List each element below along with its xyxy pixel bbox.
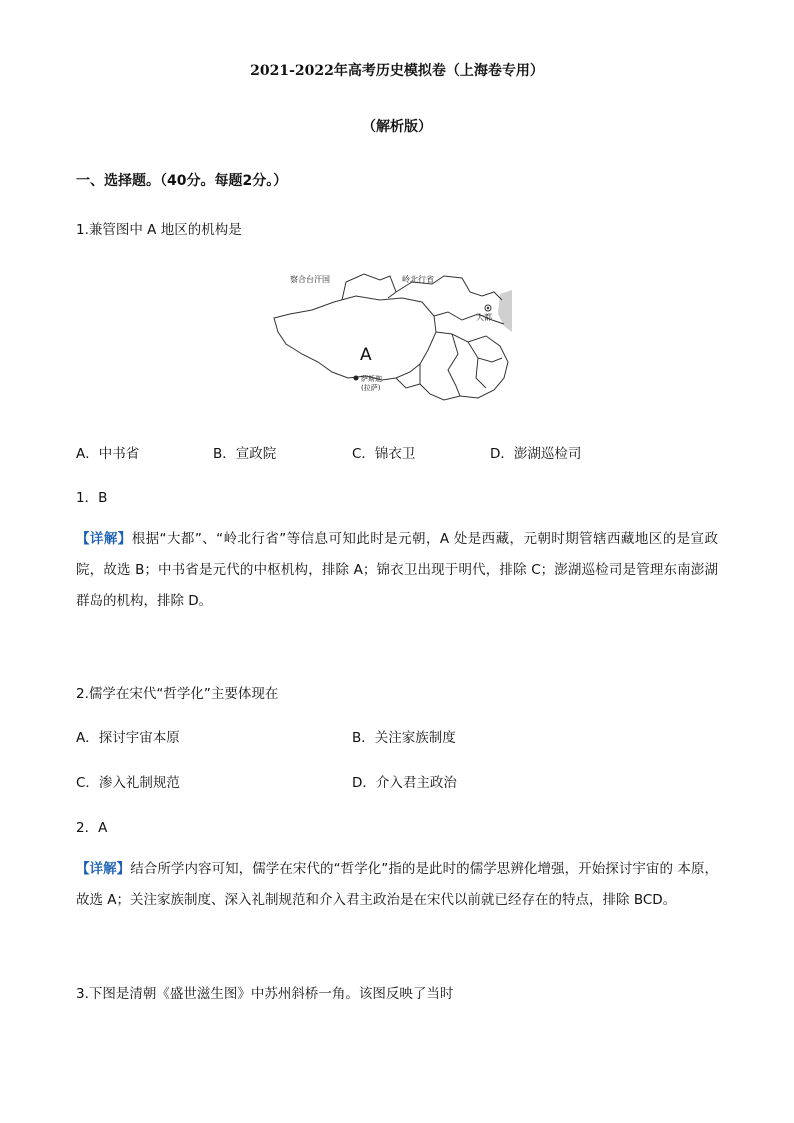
q1-option-b: B．宣政院 — [213, 446, 277, 462]
section-heading: 一、选择题。（40分。每题2分。） — [76, 173, 288, 189]
q1-option-d: D．澎湖巡检司 — [490, 446, 582, 462]
q2-answer: 2．A — [76, 820, 108, 836]
lhasa-marker — [354, 376, 359, 381]
q1-explain-tag: 【详解】 — [76, 531, 132, 547]
question-1-stem: 1.兼管图中 A 地区的机构是 — [76, 222, 242, 238]
q1-answer: 1．B — [76, 490, 108, 506]
label-region-a: A — [360, 345, 372, 365]
q2-explain-text: 结合所学内容可知，儒学在宋代的“哲学化”指的是此时的儒学思辨化增强，开始探讨宇宙的 本原，故选 A；关注家族制度、深入礼制规范和介入君主政治是在宋代以前就已经存在的特点，排除 BCD。 — [76, 861, 719, 908]
question-3-stem: 3.下图是清朝《盛世滋生图》中苏州斜桥一角。该图反映了当时 — [76, 986, 454, 1002]
label-chagatai: 察合台汗国 — [290, 275, 330, 284]
q2-explain-tag: 【详解】 — [76, 861, 131, 877]
q2-option-b: B．关注家族制度 — [352, 730, 456, 746]
q1-option-a: A．中书省 — [76, 446, 140, 462]
page-title: 2021-2022年高考历史模拟卷（上海卷专用） — [250, 63, 544, 79]
label-dadu: 大都 — [476, 313, 492, 322]
q2-option-c: C．渗入礼制规范 — [76, 775, 180, 791]
label-lhasa-note: (拉萨) — [361, 384, 381, 392]
question-1-map — [272, 262, 512, 402]
q1-explanation — [76, 524, 718, 617]
q2-option-a: A．探讨宇宙本原 — [76, 730, 180, 746]
question-2-stem: 2.儒学在宋代“哲学化”主要体现在 — [76, 686, 279, 702]
q2-option-d: D．介入君主政治 — [352, 775, 457, 791]
q1-explain-text: 根据“大都”、“岭北行省”等信息可知此时是元朝，A 处是西藏，元朝时期管辖西藏地区的是宣政院，故选 B；中书省是元代的中枢机构，排除 A；锦衣卫出现于明代，排除 C；澎湖巡检司是管理东南澎湖群岛的机构，排除 D。 — [76, 531, 718, 609]
page-subtitle: （解析版） — [362, 119, 432, 135]
q2-explanation — [76, 854, 718, 916]
label-lingbei: 岭北行省 — [402, 275, 434, 284]
q1-option-c: C．锦衣卫 — [352, 446, 416, 462]
dadu-marker-center — [487, 307, 489, 309]
label-lhasa: 萨斯迦 — [361, 375, 382, 383]
